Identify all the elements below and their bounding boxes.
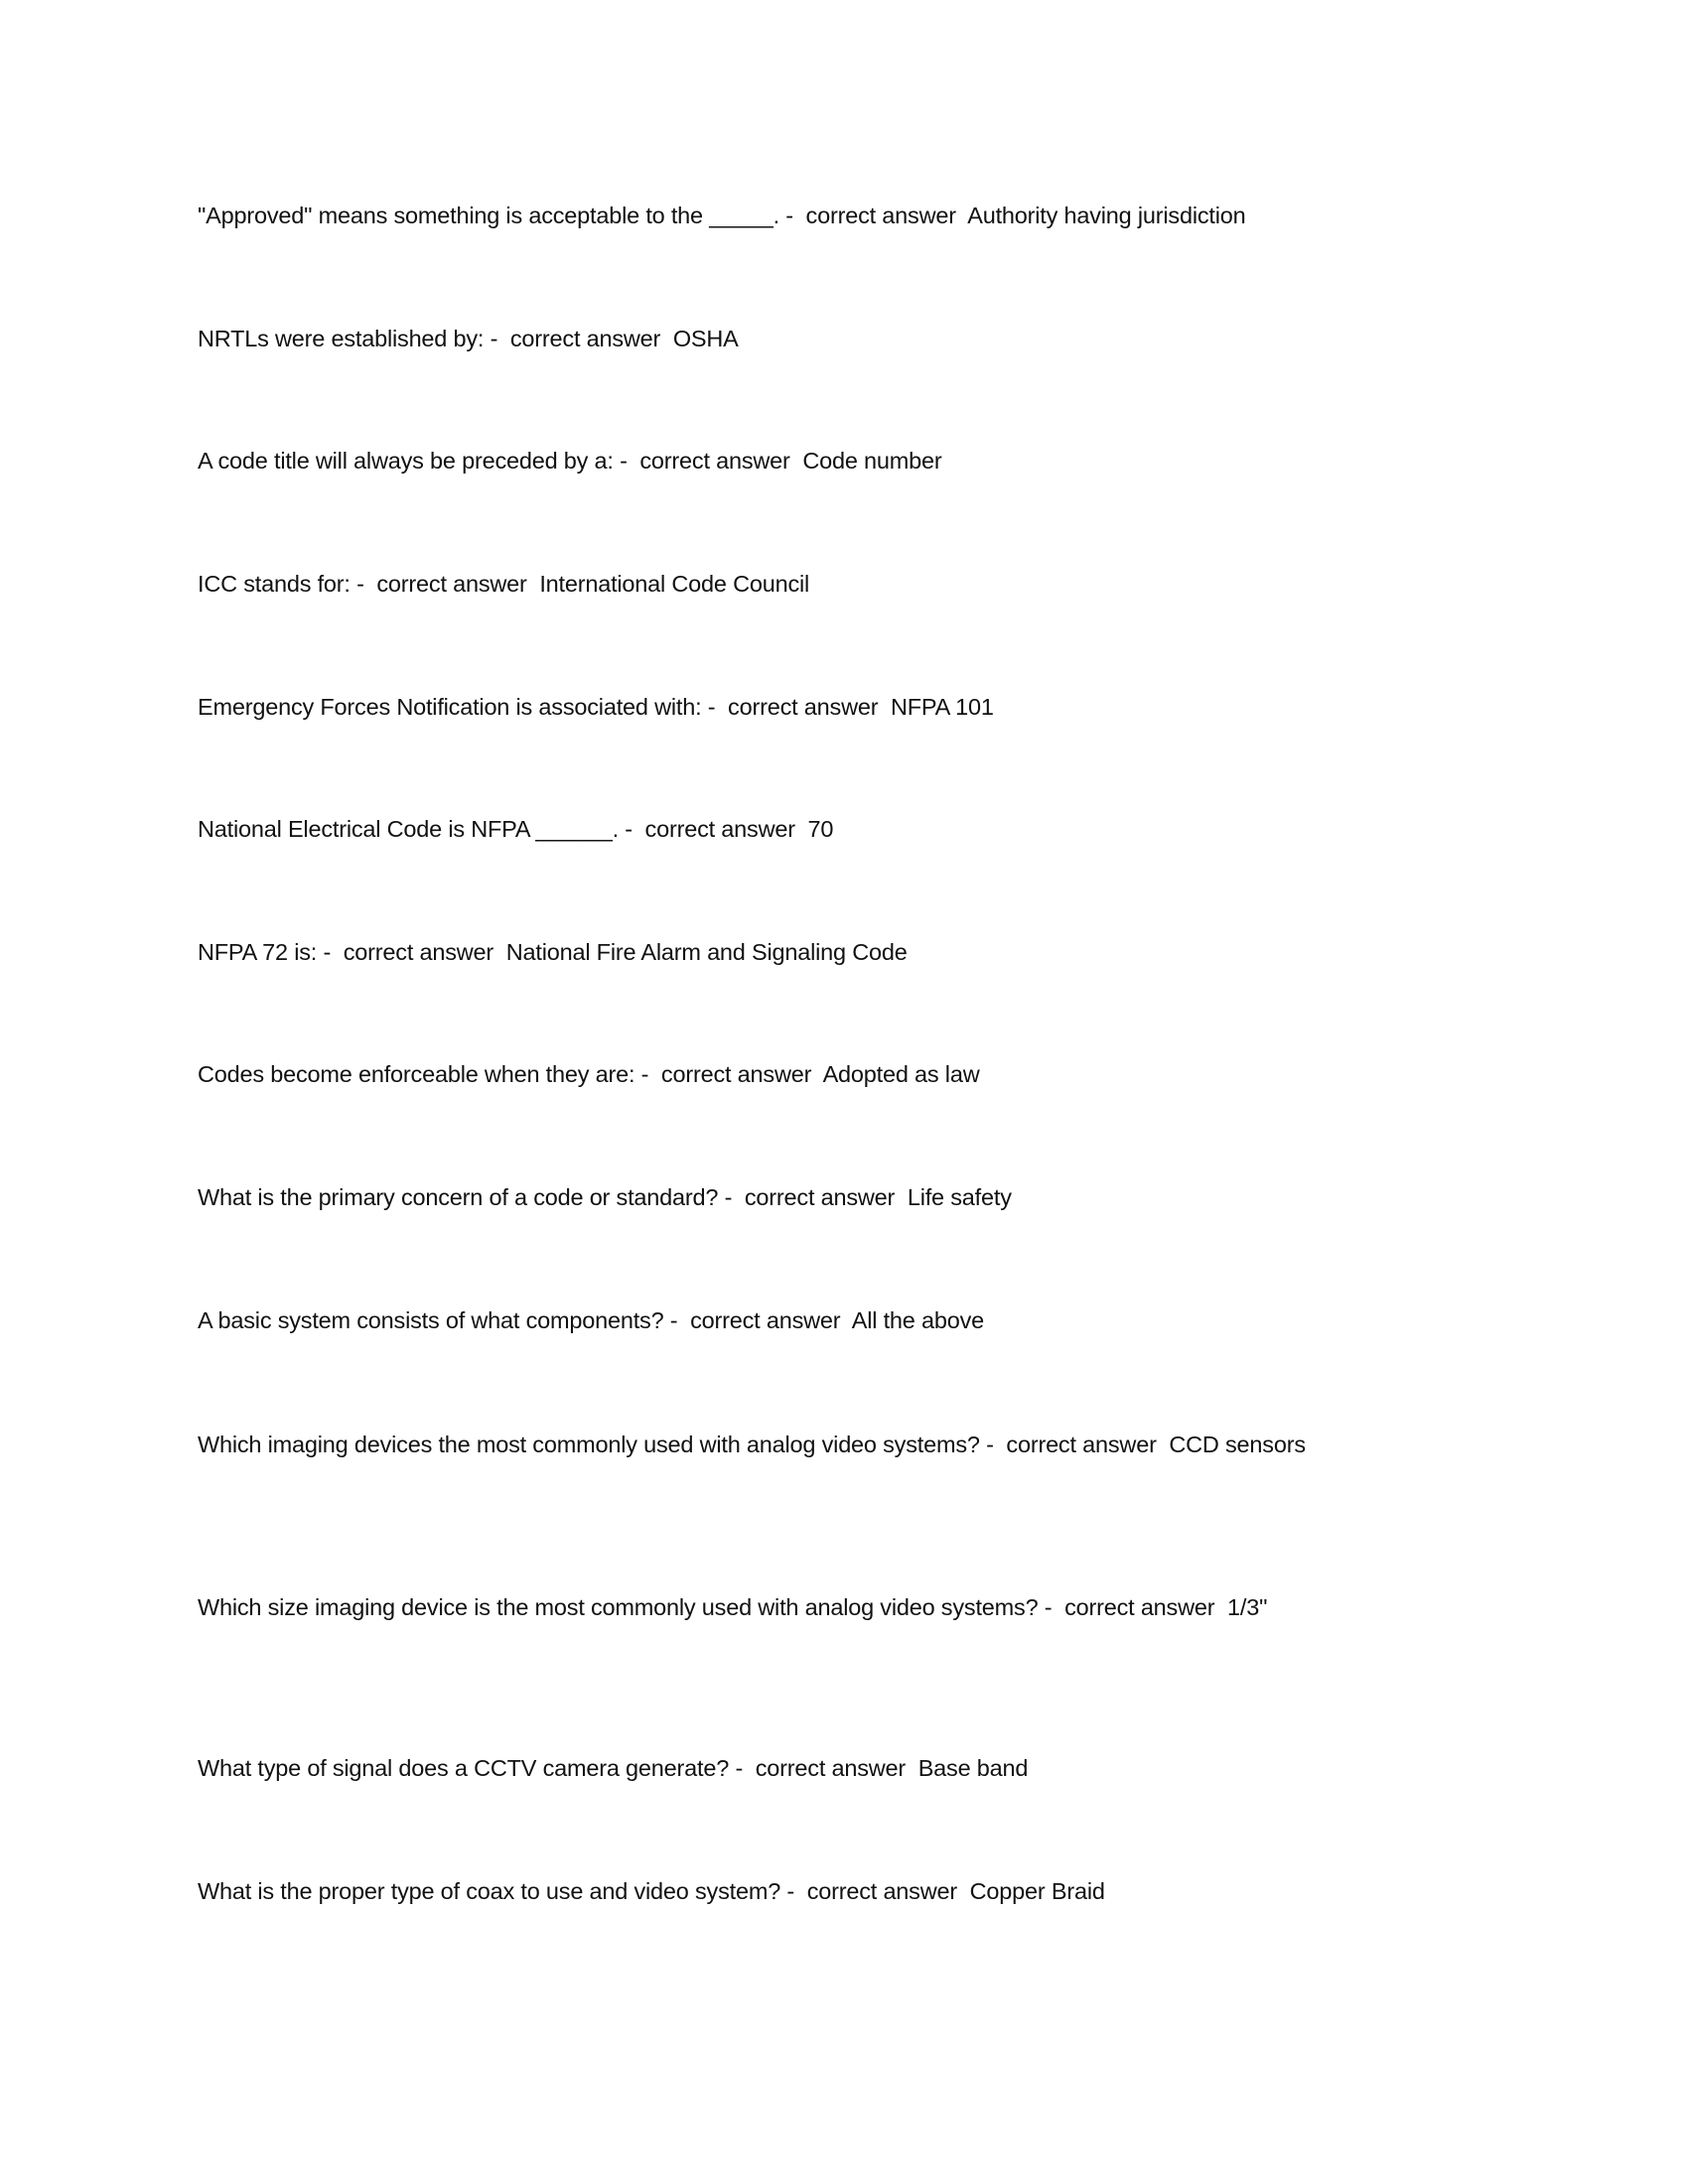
flashcard-item (198, 1178, 1483, 1217)
flashcard-item (198, 1301, 1483, 1340)
question-text: What type of signal does a CCTV camera generate? (198, 1755, 730, 1781)
question-text: A basic system consists of what components? (198, 1307, 664, 1333)
answer-text: 70 (807, 816, 834, 842)
flashcard-item (198, 1055, 1483, 1094)
answer-separator: - correct answer (979, 1432, 1170, 1457)
answer-separator: - correct answer (778, 203, 968, 228)
answer-text: NFPA 101 (891, 694, 994, 720)
flashcard-item (198, 442, 1483, 480)
flashcard-item (198, 197, 1483, 235)
answer-text: All the above (851, 1307, 985, 1333)
flashcard-item (198, 565, 1483, 604)
question-text: Emergency Forces Notification is associated with: (198, 694, 702, 720)
answer-separator: - correct answer (663, 1307, 852, 1333)
flashcard-item (198, 810, 1483, 849)
flashcard-item (198, 1426, 1483, 1464)
answer-separator: - correct answer (350, 571, 540, 597)
answer-separator: - correct answer (618, 816, 808, 842)
question-text: ICC stands for: (198, 571, 351, 597)
answer-separator: - correct answer (1038, 1594, 1228, 1620)
question-text: What is the proper type of coax to use and video system? (198, 1878, 781, 1904)
answer-text: Life safety (907, 1184, 1012, 1210)
question-text: National Electrical Code is NFPA ______. (198, 816, 619, 842)
answer-separator: - correct answer (484, 326, 673, 351)
question-text: NRTLs were established by: (198, 326, 485, 351)
answer-text: Base band (917, 1755, 1029, 1781)
answer-text: CCD sensors (1169, 1432, 1306, 1457)
question-text: NFPA 72 is: (198, 939, 318, 965)
question-text: What is the primary concern of a code or standard? (198, 1184, 719, 1210)
flashcard-item (198, 933, 1483, 972)
question-text: Which imaging devices the most commonly used with analog video systems? (198, 1432, 980, 1457)
flashcard-item (198, 320, 1483, 358)
flashcard-item (198, 1872, 1483, 1911)
flashcard-item (198, 1749, 1483, 1788)
flashcard-item (198, 1588, 1483, 1627)
answer-separator: - correct answer (729, 1755, 918, 1781)
flashcard-item (198, 688, 1483, 727)
answer-separator: - correct answer (718, 1184, 908, 1210)
question-text: Codes become enforceable when they are: (198, 1061, 635, 1087)
answer-text: International Code Council (539, 571, 810, 597)
answer-text: Copper Braid (969, 1878, 1105, 1904)
answer-separator: - correct answer (634, 1061, 823, 1087)
answer-separator: - correct answer (701, 694, 891, 720)
answer-text: Authority having jurisdiction (967, 203, 1246, 228)
question-text: A code title will always be preceded by a: (198, 448, 614, 474)
answer-separator: - correct answer (317, 939, 506, 965)
answer-text: Adopted as law (822, 1061, 980, 1087)
answer-separator: - correct answer (613, 448, 803, 474)
answer-text: National Fire Alarm and Signaling Code (505, 939, 908, 965)
answer-text: Code number (802, 448, 942, 474)
answer-text: 1/3" (1227, 1594, 1268, 1620)
question-text: Which size imaging device is the most commonly used with analog video systems? (198, 1594, 1039, 1620)
answer-separator: - correct answer (780, 1878, 970, 1904)
question-text: "Approved" means something is acceptable to the _____. (198, 203, 779, 228)
answer-text: OSHA (672, 326, 739, 351)
